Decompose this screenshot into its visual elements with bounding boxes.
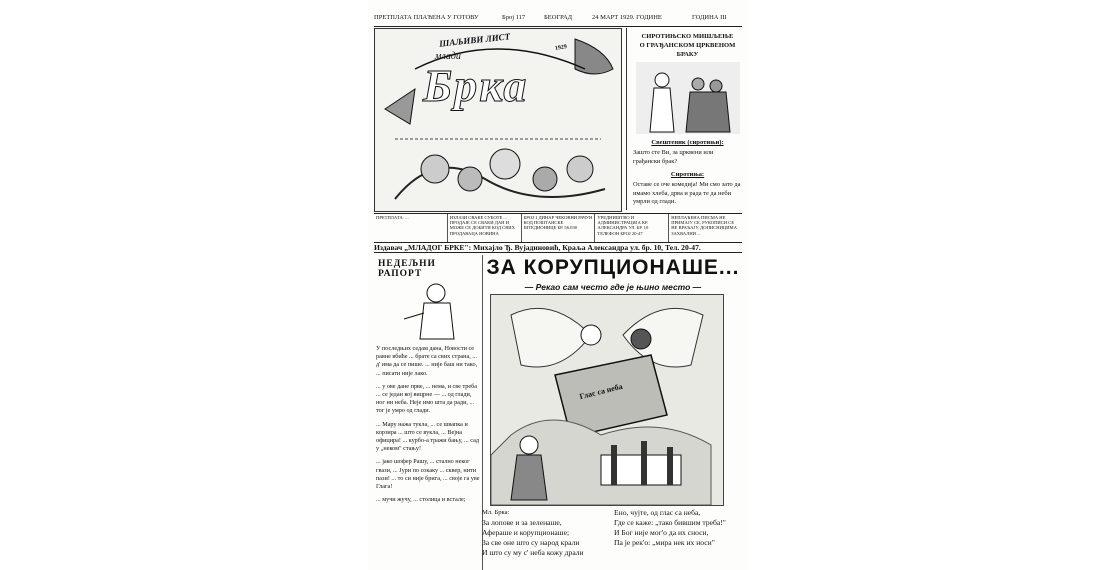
city: БЕОГРАД <box>544 14 573 21</box>
cartoon-drawing <box>491 295 723 505</box>
main-headline: ЗА КОРУПЦИОНАШЕ... <box>486 256 740 279</box>
poem-line: И што су му с' неба кожу драли <box>482 548 584 557</box>
poem-line: Афераше и корупционаше; <box>482 528 570 537</box>
column-paragraph: ... у ове дане прве, ... нема, и све треба ... се један кој вицрне — ... од глади, ног ни неба. Неје имо шта да ради, ... тог је умро од глади. <box>376 382 477 415</box>
sidebar-speaker-2: Сиротиња: <box>670 171 705 178</box>
poem-stanza-right <box>614 508 744 548</box>
info-cell-publishing: ИЗЛАЗИ СВАКЕ СУБОТЕ ... ПРОДАЈЕ СЕ СВАКИ ДАН И МОЖЕ СЕ ДОБИТИ КОД СВИХ ПРОДАВАЦА НОВИНА <box>448 214 522 242</box>
cartoon-book-text: Глас са неба <box>578 381 624 402</box>
issue-date: 24 МАРТ 1929. ГОДИНЕ <box>592 14 662 21</box>
volume-year: ГОДИНА III <box>692 14 727 21</box>
masthead-mladi: млади <box>435 51 461 62</box>
masthead-drawing <box>375 29 621 211</box>
weekly-report-column <box>374 255 483 570</box>
info-cell-subscription: ПРЕТПЛАТА: ... <box>374 214 448 242</box>
masthead-stamp: 1929 <box>554 44 568 52</box>
poem-line: И Бог није мог'о да их сноси, <box>614 528 709 537</box>
info-cell-editorial: УРЕДНИШТВО И АДМИНИСТРАЦИЈА КР. АЛЕКСАНДРА УЛ. БР. 10 ТЕЛЕФОН БРОЈ 20-47 <box>595 214 669 242</box>
info-bar <box>374 213 742 243</box>
sidebar-speaker-1: Свештеник (сиротињи): <box>651 139 724 146</box>
column-title: НЕДЕЉНИ РАПОРТ <box>378 259 436 279</box>
column-paragraph: ... Мару нажа тукла, ... се швапка и корзира ... што се вукла, ... Вејна официра! ... курбо-а тражи бању, ... сад у „неком" стању! <box>376 420 479 453</box>
info-cell-price: БРОЈ 1 ДИНАР ЧЕКОВНИ РАЧУН КОД ПОШТАНСКЕ ШТЕДИОНИЦЕ БР. 56.030 <box>522 214 596 242</box>
poem-line: За све оне што су народ крали <box>482 538 580 547</box>
top-info-line <box>374 14 742 27</box>
sidebar-speech-1: Зашто сте Ви, за црквени или грађански брак? <box>633 149 714 165</box>
issue-number: Број 117 <box>502 14 526 21</box>
masthead-title: Брка <box>423 60 529 111</box>
sidebar-speech-2: Оставе се оче комедија! Ми смо зато да имамо хлеба, дрва и рада те да неби умрли од глади. <box>633 181 741 205</box>
masthead-tagline: ШАЉИВИ ЛИСТ <box>438 31 511 49</box>
angel-cartoon <box>490 294 724 506</box>
newspaper-page <box>368 0 748 570</box>
poem-author-label: Мл. Брка: <box>482 509 510 516</box>
sidebar-title-1: СИРОТИЊСКО МИШЉЕЊЕ <box>641 33 734 40</box>
reporter-sketch <box>394 279 464 341</box>
poem-line: Где се каже: „тако бившим треба!" <box>614 518 726 527</box>
subscription-note: ПРЕТПЛАТА ПЛАЋЕНА У ГОТОВУ <box>374 14 479 21</box>
sidebar-article <box>626 28 742 210</box>
column-paragraph: ... мучи жучу, ... столица и встале; <box>376 496 466 504</box>
column-body <box>376 345 480 509</box>
masthead-illustration <box>374 28 622 212</box>
poem-line: Па је рек'о: „мира нек их носи" <box>614 538 715 547</box>
poem-stanza-left <box>482 508 612 558</box>
poem-line: Ено, чујте, од глас са неба, <box>614 508 701 517</box>
main-subheadline: — Рекао сам често где је њино место — <box>524 282 702 292</box>
info-cell-notice: НЕПЛАЋЕНА ПИСМА НЕ ПРИМАЈУ СЕ, РУКОПИСИ СЕ НЕ ВРАЋАЈУ, ДОПИСНИЦИМА ЗАХВАЛНИ ... <box>671 215 737 236</box>
column-paragraph: У последњих седам дана, Новости се равне вбиће ... брате са свих страна, ... д' има да се пише. ... није баш ни тако, ... писати није лако. <box>376 345 478 377</box>
sidebar-title-2: О ГРАЂАНСКОМ ЦРКВЕНОМ БРАКУ <box>639 42 736 58</box>
publisher-line: Издавач „МЛАДОГ БРКЕ": Михајло Ђ. Вујадиновић, Краља Александра ул. бр. 10, Тел. 20-47. <box>374 243 742 253</box>
poem-line: За лопове и за зеленаше, <box>482 518 562 527</box>
column-paragraph: ... јако шофер Рашу, ... стално неког гвази, ... Јури по сокаку ... сквер, нити пази! ... то си није брига, ... своје га уве Глага! <box>376 458 480 491</box>
priest-cartoon <box>636 62 740 134</box>
